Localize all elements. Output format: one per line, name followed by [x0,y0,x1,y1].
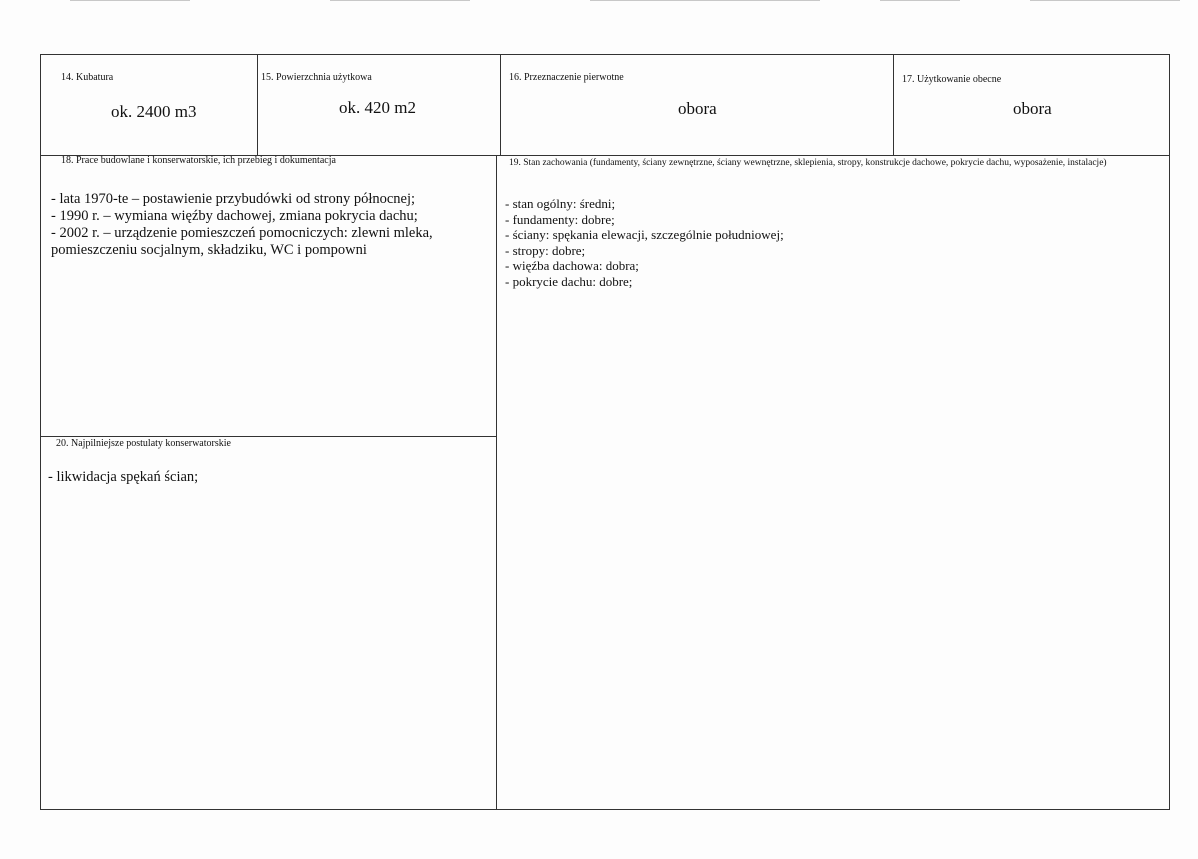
przeznaczenie-label: 16. Przeznaczenie pierwotne [509,72,624,83]
prace-list [51,191,433,259]
list-item: - pokrycie dachu: dobre; [505,273,633,289]
powierzchnia-label: 15. Powierzchnia użytkowa [261,72,372,83]
list-item: - ściany: spękania elewacji, szczególnie południowej; [505,227,784,242]
list-item: pomieszczeniu socjalnym, składziku, WC i pompowni [51,242,367,258]
stan-cell [497,156,1169,810]
list-item: - fundamenty: dobre; [505,211,615,227]
stan-list [505,196,784,289]
kubatura-cell [41,55,257,155]
postulaty-label: 20. Najpilniejsze postulaty konserwatorskie [56,438,231,449]
list-item: - 1990 r. – wymiana więźby dachowej, zmiana pokrycia dachu; [51,208,418,224]
prace-label: 18. Prace budowlane i konserwatorskie, ich przebieg i dokumentacja [61,155,336,166]
postulaty-cell [41,437,496,810]
stan-label: 19. Stan zachowania (fundamenty, ściany zewnętrzne, ściany wewnętrzne, sklepienia, stropy, konstrukcje dachowe, pokrycie dachu, wyposażenie, instalacje) [509,158,1107,168]
scan-artifact [590,0,820,1]
list-item: - stropy: dobre; [505,242,586,258]
kubatura-label: 14. Kubatura [61,72,114,83]
przeznaczenie-cell [501,55,893,155]
list-item: - lata 1970-te – postawienie przybudówki od strony północnej; [51,191,416,207]
przeznaczenie-value: obora [678,99,717,118]
kubatura-value: ok. 2400 m3 [111,102,197,121]
scan-artifact [1030,0,1180,1]
uzytkowanie-cell [894,55,1169,155]
list-item: - 2002 r. – urządzenie pomieszczeń pomocniczych: zlewni mleka, [51,225,433,241]
scan-artifact [330,0,470,1]
uzytkowanie-label: 17. Użytkowanie obecne [902,74,1002,85]
list-item: - więźba dachowa: dobra; [505,258,639,273]
prace-cell [41,156,496,436]
form-table [40,54,1170,810]
scan-artifact [880,0,960,1]
uzytkowanie-value: obora [1013,99,1052,118]
scan-artifact [70,0,190,1]
postulaty-list [48,469,198,486]
powierzchnia-value: ok. 420 m2 [339,98,416,117]
list-item: - stan ogólny: średni; [505,196,616,211]
list-item: - likwidacja spękań ścian; [48,469,199,485]
powierzchnia-cell [258,55,500,155]
